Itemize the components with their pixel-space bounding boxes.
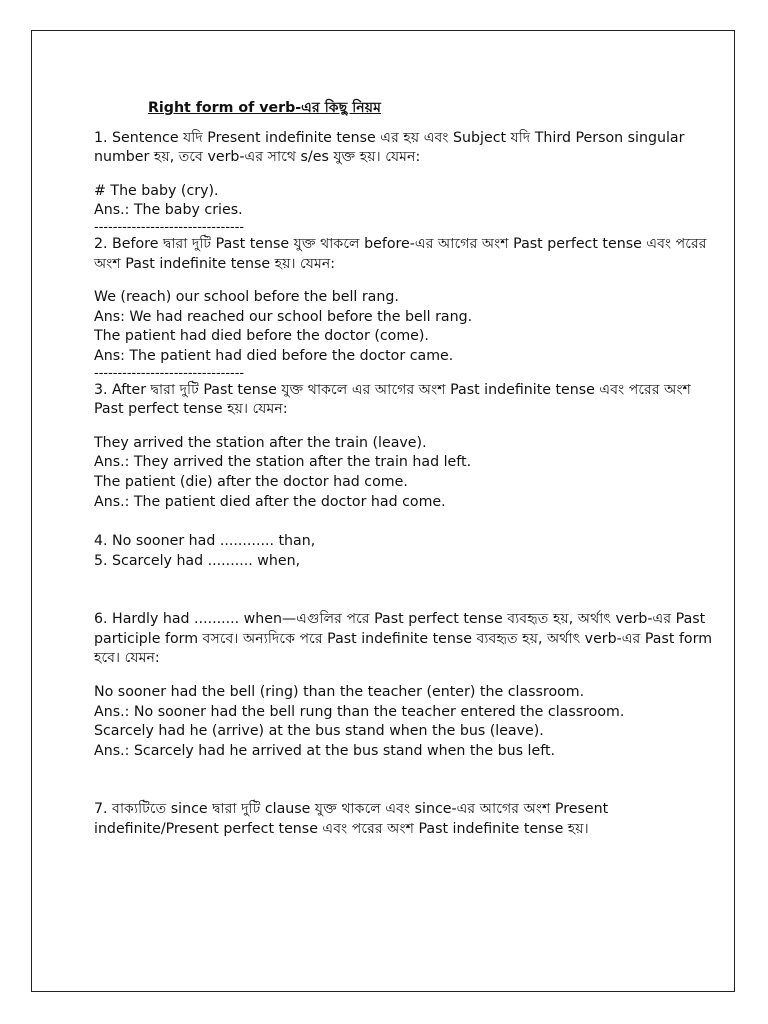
rule-4-text: 4. No sooner had ............ than, [94, 533, 316, 550]
rule-3-text: 3. After দ্বারা দুটি Past tense যুক্ত থাকলে এর আগের অংশ Past indefinite tense এবং পরের অংশ Past perfect tense হয়। যেমন: [94, 381, 691, 418]
rule-3-line: Ans.: The patient died after the doctor had come. [94, 493, 446, 510]
rule-2-line: Ans: The patient had died before the doctor came. [94, 347, 454, 364]
rule-1-example-answer: Ans.: The baby cries. [94, 202, 243, 219]
document-body [94, 99, 714, 840]
rule-3-line: They arrived the station after the train (leave). [94, 434, 427, 451]
rule-1-example-question: # The baby (cry). [94, 182, 219, 199]
rule-2-line: We (reach) our school before the bell rang. [94, 289, 399, 306]
separator: -------------------------------- [94, 219, 245, 235]
rule-6-line: Ans.: Scarcely had he arrived at the bus stand when the bus left. [94, 742, 556, 759]
rule-3-line: Ans.: They arrived the station after the train had left. [94, 454, 472, 471]
rule-7-text: 7. বাক্যটিতে since দ্বারা দুটি clause যুক্ত থাকলে এবং since-এর আগের অংশ Present indefinite/Present perfect tense এবং পরের অংশ Past indefinite tense হয়। [94, 801, 609, 838]
rule-6-line: Ans.: No sooner had the bell rung than the teacher entered the classroom. [94, 703, 625, 720]
rule-2-text: 2. Before দ্বারা দুটি Past tense যুক্ত থাকলে before-এর আগের অংশ Past perfect tense এবং পরের অংশ Past indefinite tense হয়। যেমন: [94, 235, 707, 272]
rule-5-text: 5. Scarcely had .......... when, [94, 552, 301, 569]
rule-2-line: Ans: We had reached our school before the bell rang. [94, 308, 473, 325]
rule-2-line: The patient had died before the doctor (come). [94, 328, 429, 345]
rule-6-text: 6. Hardly had .......... when—এগুলির পরে Past perfect tense ব্যবহৃত হয়, অর্থাৎ verb-এর Past participle form বসবে। অন্যদিকে পরে Past indefinite tense ব্যবহৃত হয়, অর্থাৎ verb-এর Past form হবে। যেমন: [94, 611, 713, 667]
rule-6-line: Scarcely had he (arrive) at the bus stand when the bus (leave). [94, 723, 544, 740]
separator: -------------------------------- [94, 365, 245, 381]
document-page [31, 30, 735, 992]
rule-1-text: 1. Sentence যদি Present indefinite tense এর হয় এবং Subject যদি Third Person singular number হয়, তবে verb-এর সাথে s/es যুক্ত হয়। যেমন: [94, 129, 685, 166]
rule-6-line: No sooner had the bell (ring) than the teacher (enter) the classroom. [94, 684, 585, 701]
rule-3-line: The patient (die) after the doctor had come. [94, 473, 408, 490]
page-title: Right form of verb-এর কিছু নিয়ম [148, 100, 381, 116]
